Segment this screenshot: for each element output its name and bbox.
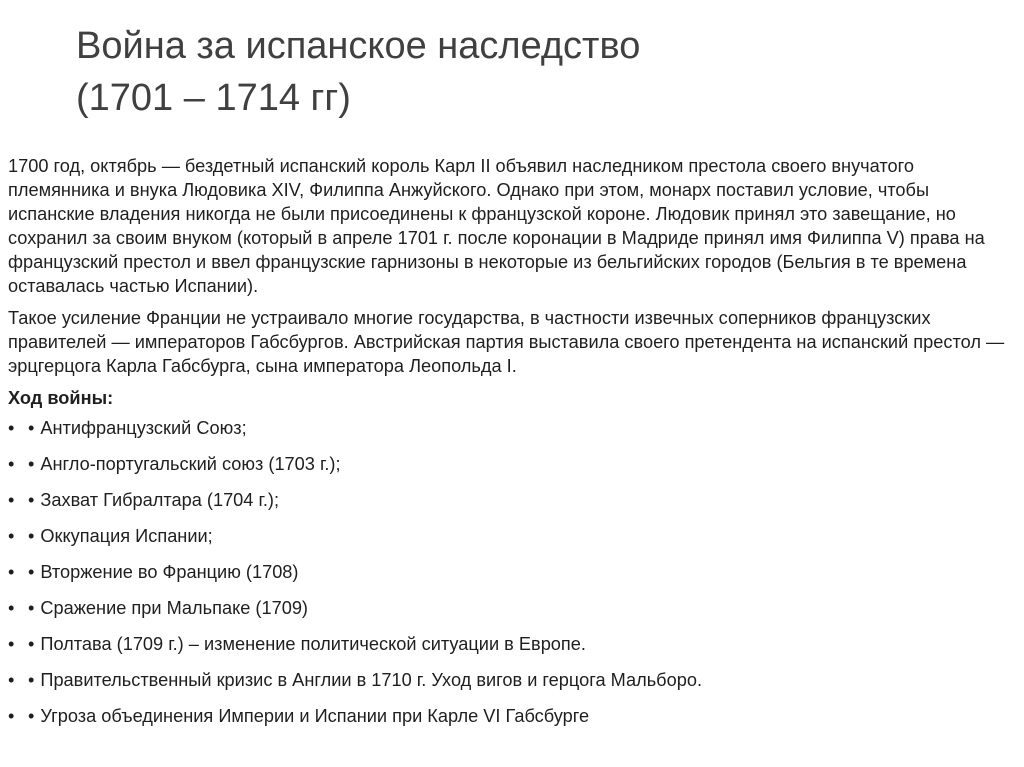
inner-bullet-icon: •	[28, 418, 35, 438]
bullet-icon: •	[8, 670, 15, 690]
bullet-icon: •	[8, 526, 15, 546]
bullet-icon: •	[8, 634, 15, 654]
slide-title	[76, 20, 976, 124]
bullet-icon: •	[8, 490, 15, 510]
list-item	[8, 488, 1013, 524]
list-item-text: Оккупация Испании;	[40, 526, 213, 546]
bullet-icon: •	[8, 706, 15, 726]
title-line-2: (1701 – 1714 гг)	[76, 77, 351, 119]
inner-bullet-icon: •	[28, 706, 35, 726]
list-item-text: Угроза объединения Империи и Испании при Карле VI Габсбурге	[40, 706, 590, 726]
bullet-icon: •	[8, 454, 15, 474]
list-item-text: Правительственный кризис в Англии в 1710 г. Уход вигов и герцога Мальборо.	[40, 670, 702, 690]
list-item-text: Вторжение во Францию (1708)	[40, 562, 299, 582]
list-item	[8, 416, 1013, 452]
bullet-icon: •	[8, 598, 15, 618]
list-item	[8, 560, 1013, 596]
list-item	[8, 596, 1013, 632]
list-item-text: Полтава (1709 г.) – изменение политической ситуации в Европе.	[40, 634, 586, 654]
bullet-icon: •	[8, 418, 15, 438]
paragraph-2: Такое усиление Франции не устраивало многие государства, в частности извечных соперников французских правителей — императоров Габсбургов. Австрийская партия выставила своего претендента на испанский престол — эрцгерцога Карла Габсбурга, сына императора Леопольда I.	[8, 308, 1005, 376]
list-item	[8, 668, 1013, 704]
inner-bullet-icon: •	[28, 598, 35, 618]
list-item	[8, 524, 1013, 560]
list-item-text: Захват Гибралтара (1704 г.);	[40, 490, 280, 510]
inner-bullet-icon: •	[28, 454, 35, 474]
paragraph-1: 1700 год, октябрь — бездетный испанский король Карл II объявил наследником престола своего внучатого племянника и внука Людовика XIV, Филиппа Анжуйского. Однако при этом, монарх поставил условие, чтобы испанские владения никогда не были присоединены к французской короне. Людовик принял это завещание, но сохранил за своим внуком (который в апреле 1701 г. после коронации в Мадриде принял имя Филиппа V) права на французский престол и ввел французские гарнизоны в некоторые из бельгийских городов (Бельгия в те времена оставалась частью Испании).	[8, 156, 985, 296]
list-item	[8, 452, 1013, 488]
list-item	[8, 632, 1013, 668]
inner-bullet-icon: •	[28, 670, 35, 690]
list-item	[8, 704, 1013, 740]
inner-bullet-icon: •	[28, 634, 35, 654]
bullet-icon: •	[8, 562, 15, 582]
war-events-list	[8, 416, 1013, 740]
inner-bullet-icon: •	[28, 490, 35, 510]
list-item-text: Англо-португальский союз (1703 г.);	[40, 454, 341, 474]
list-item-text: Антифранцузский Союз;	[40, 418, 247, 438]
war-course-heading: Ход войны:	[8, 388, 114, 408]
inner-bullet-icon: •	[28, 526, 35, 546]
title-line-1: Война за испанское наследство	[76, 25, 641, 67]
list-item-text: Сражение при Мальпаке (1709)	[40, 598, 308, 618]
slide-content	[8, 154, 1013, 740]
inner-bullet-icon: •	[28, 562, 35, 582]
